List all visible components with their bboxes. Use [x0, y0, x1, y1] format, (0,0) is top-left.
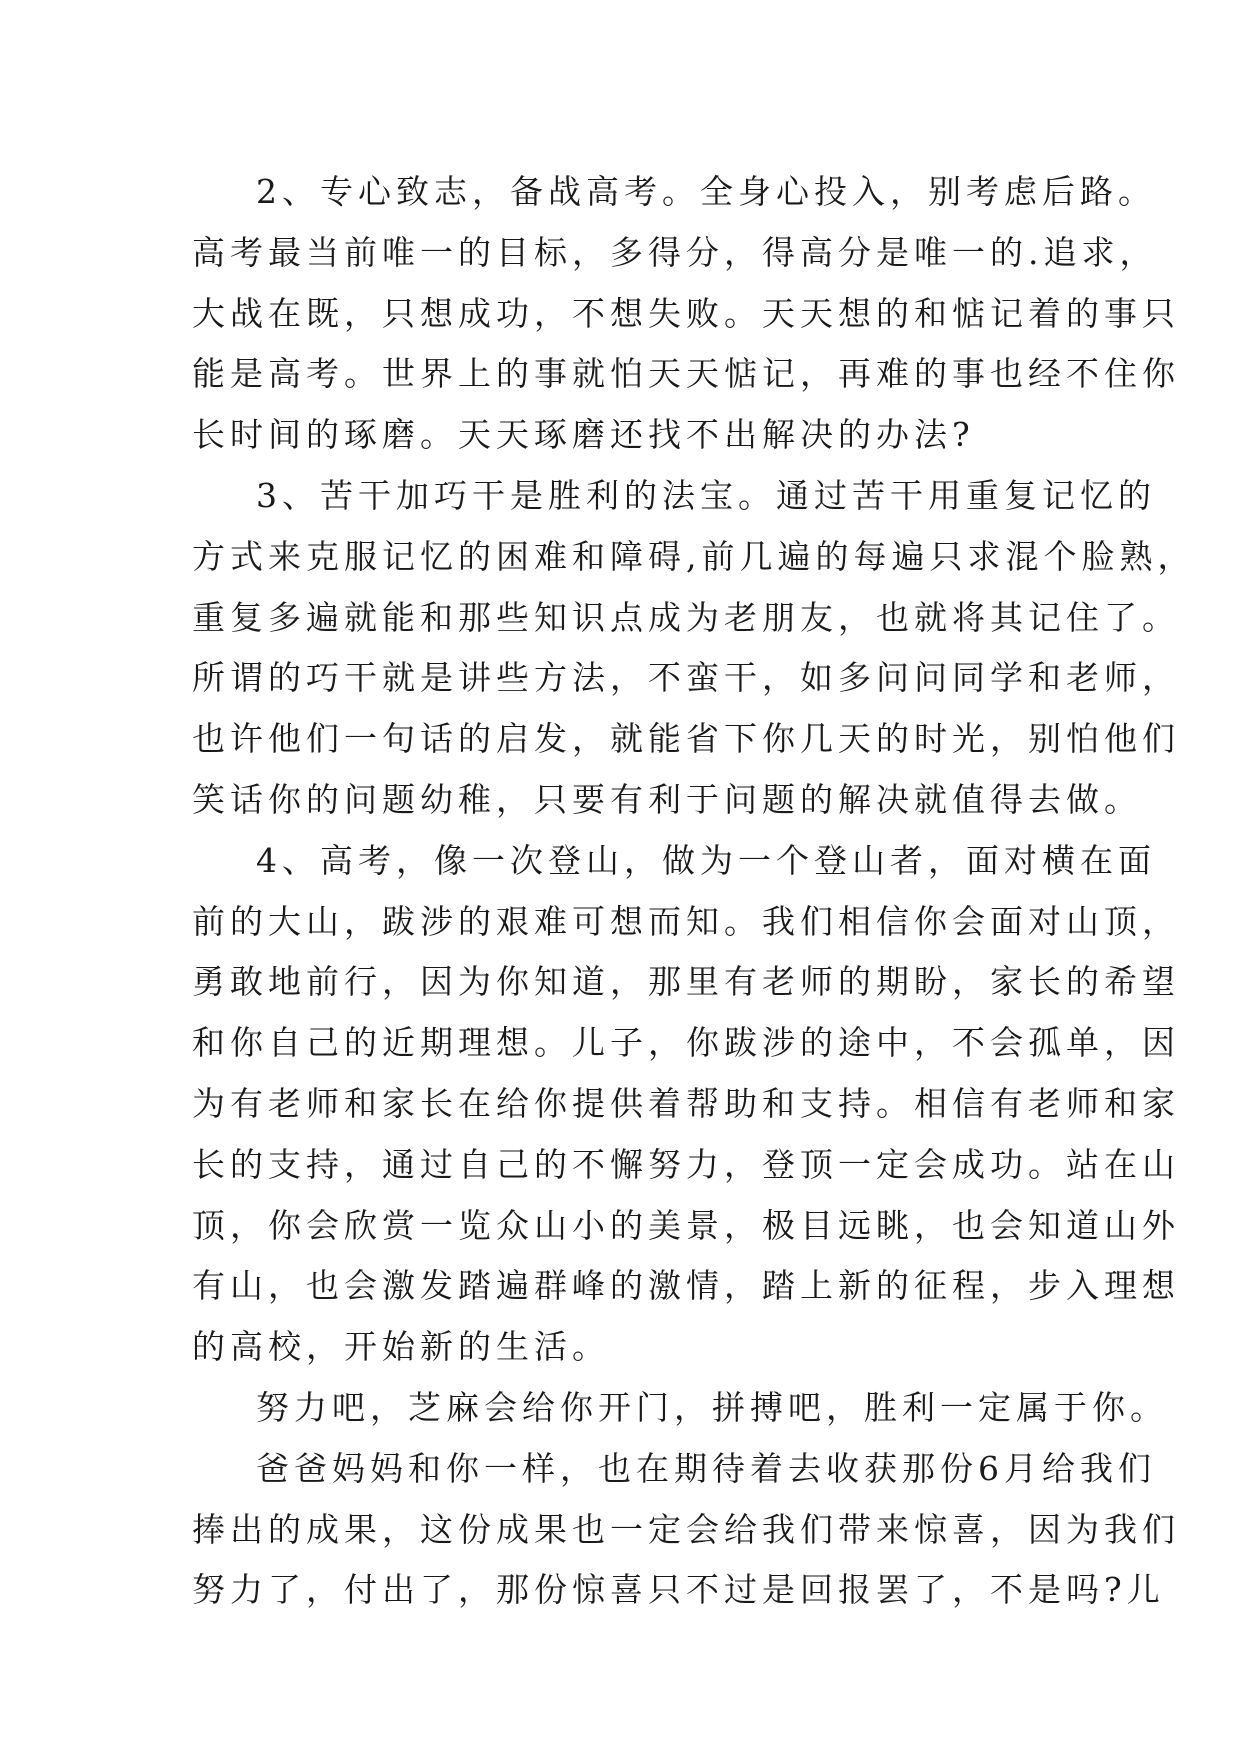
paragraph-3-line-1: 3、苦干加巧干是胜利的法宝。通过苦干用重复记忆的 — [256, 475, 1156, 515]
paragraph-3-line-3: 重复多遍就能和那些知识点成为老朋友，也就将其记住了。 — [192, 597, 1180, 637]
paragraph-2-line-5: 长时间的琢磨。天天琢磨还找不出解决的办法? — [192, 415, 975, 455]
paragraph-4-line-9: 的高校，开始新的生活。 — [192, 1327, 610, 1367]
paragraph-4-line-3: 勇敢地前行，因为你知道，那里有老师的期盼，家长的希望 — [192, 962, 1180, 1002]
paragraph-4-line-8: 有山，也会激发踏遍群峰的激情，踏上新的征程，步入理想 — [192, 1266, 1180, 1306]
paragraph-4-line-7: 顶，你会欣赏一览众山小的美景，极目远眺，也会知道山外 — [192, 1205, 1180, 1245]
paragraph-4-line-2: 前的大山，跋涉的艰难可想而知。我们相信你会面对山顶， — [192, 901, 1180, 941]
article-body — [192, 162, 1196, 1621]
paragraph-2-line-3: 大战在既，只想成功，不想失败。天天想的和惦记着的事只 — [192, 293, 1180, 333]
paragraph-3-line-6: 笑话你的问题幼稚，只要有利于问题的解决就值得去做。 — [192, 779, 1142, 819]
paragraph-2-line-2: 高考最当前唯一的目标，多得分，得高分是唯一的.追求， — [192, 232, 1158, 272]
closing-paragraph-line-3: 努力了，付出了，那份惊喜只不过是回报罢了，不是吗?儿 — [192, 1570, 1165, 1610]
paragraph-4-line-1: 4、高考，像一次登山，做为一个登山者，面对横在面 — [256, 840, 1156, 880]
paragraph-2-line-4: 能是高考。世界上的事就怕天天惦记，再难的事也经不住你 — [192, 354, 1180, 394]
paragraph-4-line-5: 为有老师和家长在给你提供着帮助和支持。相信有老师和家 — [192, 1083, 1180, 1123]
closing-paragraph-line-1: 爸爸妈妈和你一样，也在期待着去收获那份6月给我们 — [256, 1448, 1156, 1488]
paragraph-3-line-2: 方式来克服记忆的困难和障碍,前几遍的每遍只求混个脸熟， — [192, 536, 1196, 576]
paragraph-4-line-4: 和你自己的近期理想。儿子，你跋涉的途中，不会孤单，因 — [192, 1023, 1180, 1063]
encouragement-line: 努力吧，芝麻会给你开门，拼搏吧，胜利一定属于你。 — [256, 1387, 1168, 1427]
closing-paragraph-line-2: 捧出的成果，这份成果也一定会给我们带来惊喜，因为我们 — [192, 1509, 1180, 1549]
paragraph-4-line-6: 长的支持，通过自己的不懈努力，登顶一定会成功。站在山 — [192, 1144, 1180, 1184]
paragraph-2-line-1: 2、专心致志，备战高考。全身心投入，别考虑后路。 — [256, 172, 1156, 211]
paragraph-3-line-4: 所谓的巧干就是讲些方法，不蛮干，如多问问同学和老师， — [192, 658, 1180, 698]
paragraph-3-line-5: 也许他们一句话的启发，就能省下你几天的时光，别怕他们 — [192, 719, 1180, 759]
